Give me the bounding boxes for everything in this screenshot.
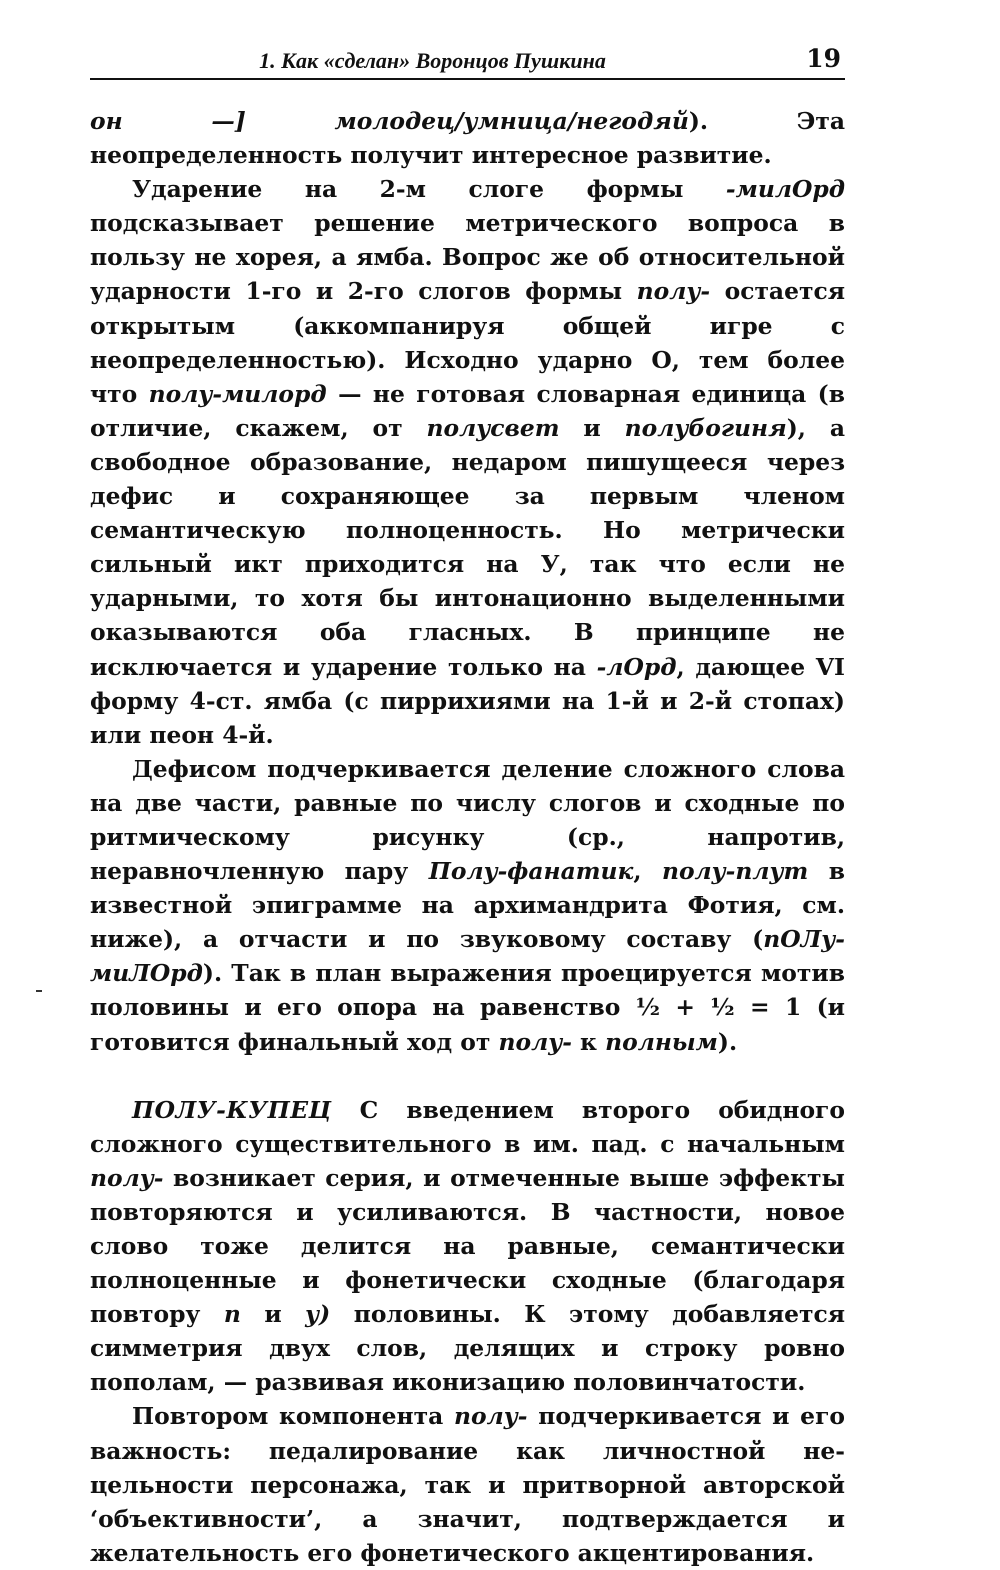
- cited-form: пОЛу-миЛОрд: [90, 925, 845, 988]
- cited-form: Полу-фанатик: [428, 857, 634, 886]
- cited-form: полу-: [498, 1027, 572, 1056]
- cited-form: полу-: [636, 277, 711, 306]
- cited-form: у): [281, 1300, 331, 1329]
- cited-form: полу-: [454, 1402, 528, 1431]
- cited-form: полу-милорд: [148, 379, 327, 408]
- cited-form: полу-: [90, 1163, 164, 1192]
- section-paragraph: ПОЛУ-КУПЕЦ С введением второго обидного сложного существительного в им. пад. с начальным полу- возникает серия, и отмеченные выше эффекты повторяются и усиливаются. В частности, новое слово тоже делится на равные, семантически полноценные и фонетически сходные (благодаря повтору п и у) половины. К этому добавляется симметрия двух слов, делящих и строку ровно пополам, — развивая иконизацию половинчатости.: [90, 1095, 845, 1397]
- cited-form: -лОрд: [596, 652, 677, 681]
- running-head: [90, 44, 845, 80]
- page-number: 19: [806, 44, 841, 73]
- margin-mark: [36, 990, 42, 992]
- cited-form: -милОрд: [725, 175, 845, 204]
- section-heading: ПОЛУ-КУПЕЦ: [132, 1095, 332, 1124]
- paragraph: он —] молодец/умница/негодяй). Эта неопределенность получит интересное развитие.: [90, 107, 845, 170]
- paragraph: Повтором компонента полу- подчеркивается и его важность: педалирование как личностной не-цельности персонажа, так и притворной авторской ‘объективности’, а значит, подтверждается и желательность его фонетического акцентирования.: [90, 1402, 846, 1567]
- cited-form: п: [200, 1300, 265, 1329]
- cited-form: он —] молодец/умница/негодяй: [90, 107, 689, 135]
- cited-form: полу-плут: [661, 857, 809, 886]
- paragraph: Дефисом подчеркивается деление сложного слова на две части, равные по числу слогов и сходные по ритмическому рисунку (ср., напротив, неравночленную пару Полу-фанатик, полу-плут в известной эпиграмме на архимандрита Фотия, см. ниже), а отчасти и по звуковому составу (пОЛу-миЛОрд). Так в план выражения проецируется мотив половины и его опора на равенство ½ + ½ = 1 (и готовится финальный ход от полу- к полным).: [90, 754, 845, 1056]
- cited-form: полусвет: [426, 413, 560, 442]
- paragraph: Ударение на 2-м слоге формы -милОрд подсказывает решение метрического вопроса в пользу не хорея, а ямба. Вопрос же об относительной ударности 1-го и 2-го слогов формы полу- остается открытым (аккомпанируя общей игре с неопределенностью). Исходно ударно О, тем более что полу-милорд — не готовая словарная единица (в отличие, скажем, от полусвет и полубогиня), а свободное образование, недаром пишущееся через дефис и сохраняющее за первым членом семантическую полноценность. Но метрически сильный икт приходится на У, так что если не ударными, то хотя бы интонационно выделенными оказываются оба гласных. В принципе не исключается и ударение только на -лОрд, дающее VI форму 4-ст. ямба (с пиррихиями на 1-й и 2-й стопах) или пеон 4-й.: [90, 175, 845, 749]
- cited-form: полным: [605, 1027, 718, 1056]
- cited-form: полубогиня: [624, 413, 787, 442]
- running-head-title: 1. Как «сделан» Воронцов Пушкина: [259, 48, 606, 73]
- body-text: [90, 104, 845, 1570]
